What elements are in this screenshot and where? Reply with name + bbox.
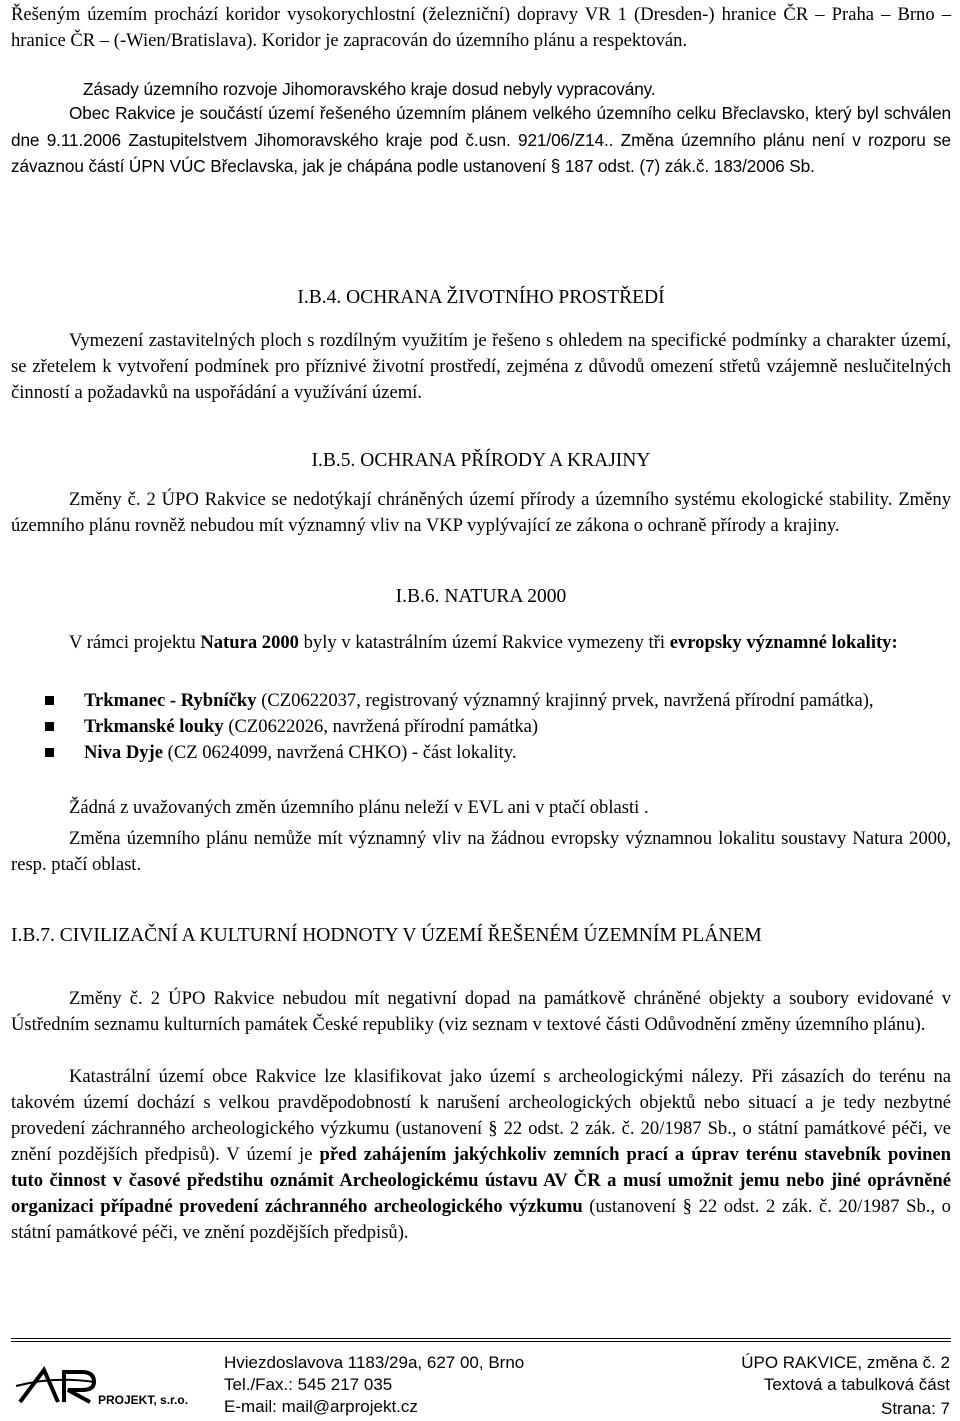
- logo-r-stroke: [64, 1372, 94, 1402]
- paragraph-ochrana-zp: Vymezení zastavitelných ploch s rozdílným využitím je řešeno s ohledem na specifické podmínky a charakter území, se zřetelem k vytvoření podmínek pro příznivé životní prostředí, zejména z důvodů omezení střetů vzájemně neslučitelných činností a požadavků na uspořádání a využívání území.: [11, 330, 951, 403]
- footer-email: E-mail: mail@arprojekt.cz: [224, 1397, 418, 1416]
- paragraph-natura-intro: [11, 630, 951, 656]
- natura-lokality-list: [11, 688, 951, 766]
- logo-swoosh: [16, 1380, 94, 1386]
- heading-ochrana-prirody: I.B.5. OCHRANA PŘÍRODY A KRAJINY: [311, 450, 651, 471]
- list-item: [11, 688, 951, 714]
- lokalita-desc: (CZ0622026, navržená přírodní památka): [223, 716, 539, 737]
- lokalita-name: Trkmanec - Rybníčky: [84, 690, 257, 711]
- paragraph-ochrana-prirody: Změny č. 2 ÚPO Rakvice se nedotýkají chráněných území přírody a územního systému ekologické stability. Změny územního plánu rovněž nebudou mít významný vliv na VKP vyplývající ze zákona o ochraně přírody a krajiny.: [11, 489, 951, 536]
- natura-intro-b: Natura 2000: [200, 632, 299, 653]
- list-item: [11, 714, 951, 740]
- footer-doc-part: Textová a tabulková část: [763, 1375, 950, 1394]
- natura-intro-d: evropsky významné lokality:: [669, 632, 898, 653]
- footer-address: Hviezdoslavova 1183/29a, 627 00, Brno: [224, 1353, 525, 1372]
- heading-natura-2000: I.B.6. NATURA 2000: [395, 586, 567, 607]
- footer-doc-title: ÚPO RAKVICE, změna č. 2: [741, 1353, 950, 1372]
- heading-ochrana-zivotniho-prostredi: I.B.4. OCHRANA ŽIVOTNÍHO PROSTŘEDÍ: [297, 287, 665, 308]
- paragraph-koridor: Řešeným územím prochází koridor vysokorychlostní (železniční) dopravy VR 1 (Dresden-) hranice ČR – Praha – Brno – hranice ČR – (-Wien/Bratislava). Koridor je zapracován do územního plánu a respektován.: [11, 4, 951, 51]
- list-item: [11, 740, 951, 766]
- footer-page-number: Strana: 7: [881, 1399, 950, 1418]
- paragraph-vuc: Obec Rakvice je součástí území řešeného územním plánem velkého územního celku Břeclavsko, který byl schválen dne 9.11.2006 Zastupitelstvem Jihomoravského kraje pod č.usn. 921/06/Z14.. Změna územního plánu není v rozporu se závaznou částí ÚPN VÚC Břeclavska, jak je chápána podle ustanovení § 187 odst. (7) zák.č. 183/2006 Sb.: [11, 103, 951, 176]
- bullet-square-icon: [45, 748, 54, 757]
- lokalita-name: Niva Dyje: [84, 742, 164, 763]
- lokalita-name: Trkmanské louky: [84, 716, 224, 737]
- logo-a-stroke: [20, 1370, 58, 1402]
- natura-intro-c: byly v katastrálním území Rakvice vymezeny tři: [298, 632, 670, 653]
- paragraph-evl: Žádná z uvažovaných změn územního plánu neleží v EVL ani v ptačí oblasti .: [69, 797, 649, 818]
- ar-projekt-logo: [14, 1352, 214, 1416]
- logo-text: PROJEKT, s.r.o.: [98, 1393, 189, 1407]
- bullet-square-icon: [45, 696, 54, 705]
- footer-phone: Tel./Fax.: 545 217 035: [224, 1375, 393, 1394]
- heading-civilizacni-hodnoty: I.B.7. CIVILIZAČNÍ A KULTURNÍ HODNOTY V ÚZEMÍ ŘEŠENÉM ÚZEMNÍM PLÁNEM: [11, 925, 762, 946]
- natura-intro-a: V rámci projektu: [69, 632, 201, 653]
- archeologie-text-c: (ustanovení § 22 odst. 2 zák. č. 20/1987 Sb., o státní památkové péči, ve znění pozdějších předpisů).: [11, 1196, 951, 1243]
- paragraph-natura-vliv: Změna územního plánu nemůže mít významný vliv na žádnou evropsky významnou lokalitu soustavy Natura 2000, resp. ptačí oblast.: [11, 828, 951, 875]
- paragraph-pamatky: Změny č. 2 ÚPO Rakvice nebudou mít negativní dopad na památkově chráněné objekty a soubory evidované v Ústředním seznamu kulturních památek České republiky (viz seznam v textové části Odůvodnění změny územního plánu).: [11, 988, 951, 1035]
- archeologie-text-bold: před zahájením jakýchkoliv zemních prací a úprav terénu stavebník povinen tuto činnost v časové předstihu oznámit Archeologickému ústavu AV ČR a musí umožnit jemu nebo jiné oprávněné organizaci případné provedení záchranného archeologického výzkumu: [11, 1144, 952, 1217]
- bullet-square-icon: [45, 722, 54, 731]
- paragraph-zasady: Zásady územního rozvoje Jihomoravského kraje dosud nebyly vypracovány.: [83, 79, 656, 99]
- lokalita-desc: (CZ0622037, registrovaný významný krajinný prvek, navržená přírodní památka),: [256, 690, 874, 711]
- page-footer: [0, 1338, 960, 1421]
- footer-rule: [11, 1338, 951, 1342]
- lokalita-desc: (CZ 0624099, navržená CHKO) - část lokality.: [163, 742, 517, 763]
- archeologie-text-a: Katastrální území obce Rakvice lze klasifikovat jako území s archeologickými nálezy. Při zásazích do terénu na takovém území dochází s velkou pravděpodobností k narušení archeologických objektů nebo situací a je tedy nezbytné provedení záchranného archeologického výzkumu (ustanovení § 22 odst. 2 zák. č. 20/1987 Sb., o státní památkové péči, ve znění pozdějších předpisů). V území je: [11, 1066, 951, 1165]
- paragraph-archeologie: [11, 1064, 951, 1246]
